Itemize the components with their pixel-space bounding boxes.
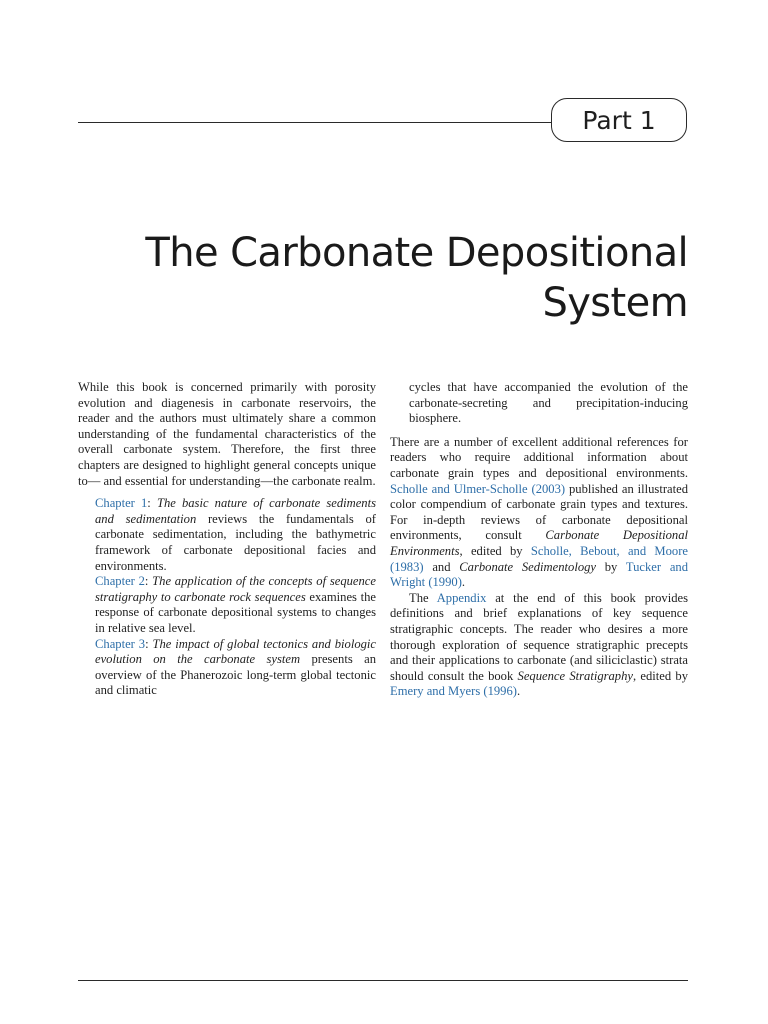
chapter-3-title: The impact of global tectonics and biologic evolution on the carbonate system [95, 636, 376, 667]
title-line-1: The Carbonate Depositional [145, 230, 688, 276]
chapter-list [78, 496, 376, 699]
chapter-3-link[interactable]: Chapter 3 [95, 636, 146, 651]
header-rule [78, 122, 554, 123]
intro-paragraph: While this book is concerned primarily with porosity evolution and diagenesis in carbonate reservoirs, the reader and the authors must ultimately share a common understanding of the fundamental characteristics of the overall carbonate system. Therefore, the first three chapters are designed to highlight general concepts unique to— and essential for understanding—the carbonate realm. [78, 380, 376, 488]
chapter-2-link[interactable]: Chapter 2 [95, 574, 145, 589]
appendix-paragraph: The Appendix at the end of this book provides definitions and brief explanations of key sequence stratigraphic concepts. The reader who desires a more thorough exploration of sequence stratigraphic precepts and their applications to carbonate (and siliciclastic) strata should consult the book Sequence Stratigraphy, edited by Emery and Myers (1996). [390, 590, 689, 699]
chapter-1-title: The basic nature of carbonate sediments and sedimentation [95, 496, 376, 526]
right-column [390, 380, 688, 700]
emery-myers-link[interactable]: Emery and Myers (1996) [390, 684, 517, 699]
appendix-link[interactable]: Appendix [436, 590, 487, 605]
chapter-1-link[interactable]: Chapter 1 [95, 496, 148, 511]
references-paragraph: There are a number of excellent additional references for readers who require additional information about carbonate grain types and depositional environments. Scholle and Ulmer-Scholle (2003) published an illustrated color compendium of carbonate grain types and textures. For in-depth reviews of carbonate depositional environments, consult Carbonate Depositional Environments, edited by Scholle, Bebout, and Moore (1983) and Carbonate Sedimentology by Tucker and Wright (1990). [390, 434, 689, 590]
footer-rule [78, 980, 688, 981]
tucker-wright-link[interactable]: Tucker and Wright (1990) [390, 559, 688, 590]
chapter-2-entry: Chapter 2: The application of the concepts of sequence stratigraphy to carbonate rock sequences examines the response of carbonate depositional systems to changes in relative sea level. [95, 574, 376, 635]
part-label-tab [551, 98, 687, 142]
title-line-2: System [542, 280, 688, 326]
part-label: Part 1 [582, 105, 656, 135]
chapter-3-entry: Chapter 3: The impact of global tectonics and biologic evolution on the carbonate system presents an overview of the Phanerozoic long-term global tectonic and climatic [95, 636, 377, 698]
chapter-3-continuation: cycles that have accompanied the evolution of the carbonate-secreting and precipitation-inducing biosphere. [409, 380, 688, 426]
left-column [78, 380, 376, 699]
chapter-1-entry: Chapter 1: The basic nature of carbonate sediments and sedimentation reviews the fundamentals of carbonate sedimentation, including the bathymetric framework of carbonate depositional facies and environments. [95, 496, 376, 573]
scholle-2003-link[interactable]: Scholle and Ulmer-Scholle (2003) [390, 481, 566, 496]
scholle-1983-link[interactable]: Scholle, Bebout, and Moore (1983) [390, 543, 688, 574]
chapter-title [88, 228, 688, 328]
chapter-2-title: The application of the concepts of sequence stratigraphy to carbonate rock sequences [95, 574, 376, 604]
